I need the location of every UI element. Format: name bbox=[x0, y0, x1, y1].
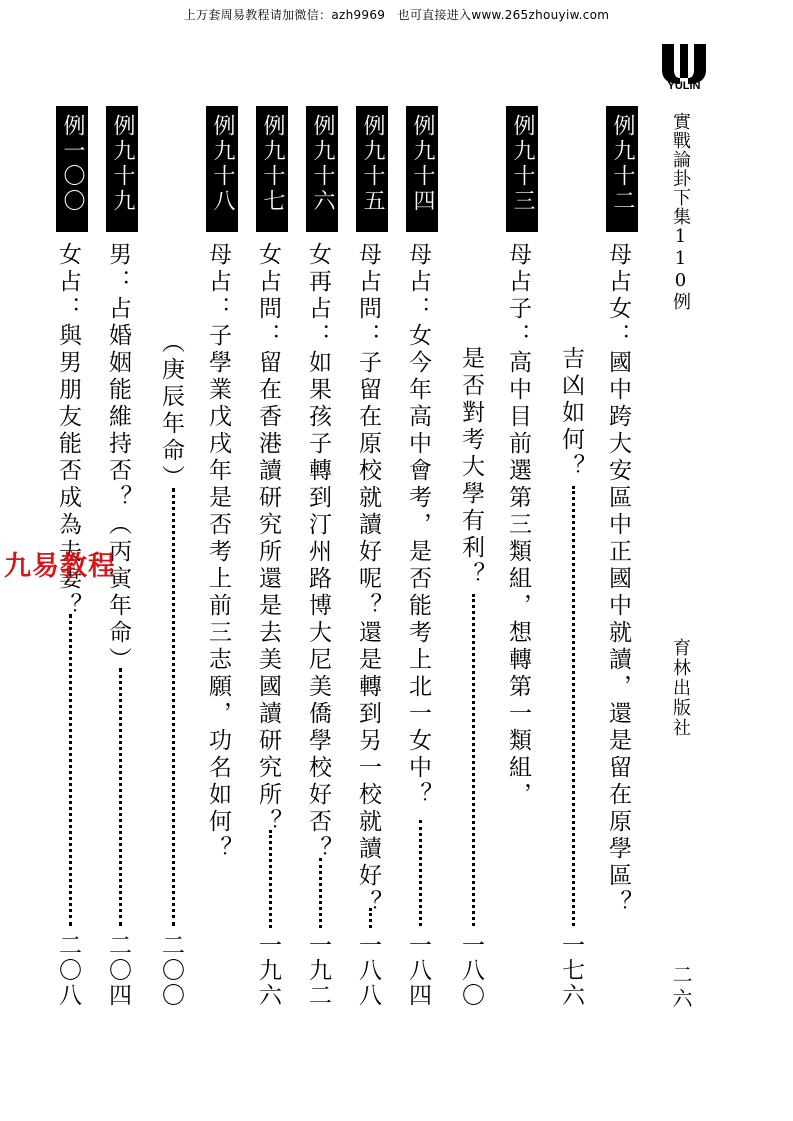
question-text-continued: （庚辰年命） bbox=[158, 330, 184, 492]
question-text: 男：占婚姻能維持否？（丙寅年命） bbox=[105, 242, 131, 674]
question-text: 母占女：國中跨大安區中正國中就讀，還是留在原學區？ bbox=[605, 242, 631, 917]
page-ref: 一八八 bbox=[355, 933, 381, 1008]
dot-leader bbox=[119, 668, 122, 926]
dot-leader bbox=[172, 488, 175, 926]
question-text: 女再占：如果孩子轉到汀州路博大尼美僑學校好否？ bbox=[305, 242, 331, 863]
dot-leader bbox=[319, 858, 322, 928]
page-number: 二六 bbox=[669, 964, 693, 1012]
page-ref: 一九二 bbox=[305, 933, 331, 1008]
example-label: 例九十二 bbox=[606, 106, 638, 232]
dot-leader bbox=[69, 614, 72, 926]
page-ref: 一八四 bbox=[405, 933, 431, 1008]
question-text: 母占子：高中目前選第三類組，想轉第一類組， bbox=[505, 242, 531, 809]
dot-leader bbox=[472, 594, 475, 926]
dot-leader bbox=[269, 830, 272, 928]
question-text: 母占：女今年高中會考，是否能考上北一女中？ bbox=[405, 242, 431, 809]
example-label: 例九十六 bbox=[306, 106, 338, 232]
dot-leader bbox=[572, 486, 575, 926]
question-text: 女占問：留在香港讀研究所還是去美國讀研究所？ bbox=[255, 242, 281, 836]
logo-text: YULIN bbox=[667, 80, 701, 92]
dot-leader bbox=[419, 820, 422, 926]
example-label: 例九十七 bbox=[256, 106, 288, 232]
question-text-continued: 是否對考大學有利？ bbox=[458, 346, 484, 589]
publisher-name: 育林出版社 bbox=[670, 638, 691, 738]
question-text: 母占問：子留在原校就讀好呢？還是轉到另一校就讀好？ bbox=[355, 242, 381, 917]
page-ref: 一七六 bbox=[558, 933, 584, 1008]
example-label: 例九十三 bbox=[506, 106, 538, 232]
header-note: 上万套周易教程请加微信：azh9969 也可直接进入www.265zhouyiw.com bbox=[183, 8, 610, 22]
book-title: 實戰論卦下集110例 bbox=[670, 112, 691, 311]
page-ref: 二〇八 bbox=[55, 933, 81, 1008]
dot-leader bbox=[369, 908, 372, 928]
question-text: 母占：子學業戊戌年是否考上前三志願，功名如何？ bbox=[205, 242, 231, 863]
page-ref: 一八〇 bbox=[458, 933, 484, 1008]
watermark-text: 九易教程 bbox=[4, 551, 116, 582]
example-label: 例九十九 bbox=[106, 106, 138, 232]
question-text: 女占：與男朋友能否成為夫妻？ bbox=[55, 242, 81, 620]
example-label: 例九十四 bbox=[406, 106, 438, 232]
page-ref: 一九六 bbox=[255, 933, 281, 1008]
question-text-continued: 吉凶如何？ bbox=[558, 346, 584, 481]
example-label: 例一〇〇 bbox=[56, 106, 88, 232]
example-label: 例九十五 bbox=[356, 106, 388, 232]
example-label: 例九十八 bbox=[206, 106, 238, 232]
page-ref: 二〇四 bbox=[105, 933, 131, 1008]
page-ref: 二〇〇 bbox=[158, 933, 184, 1008]
